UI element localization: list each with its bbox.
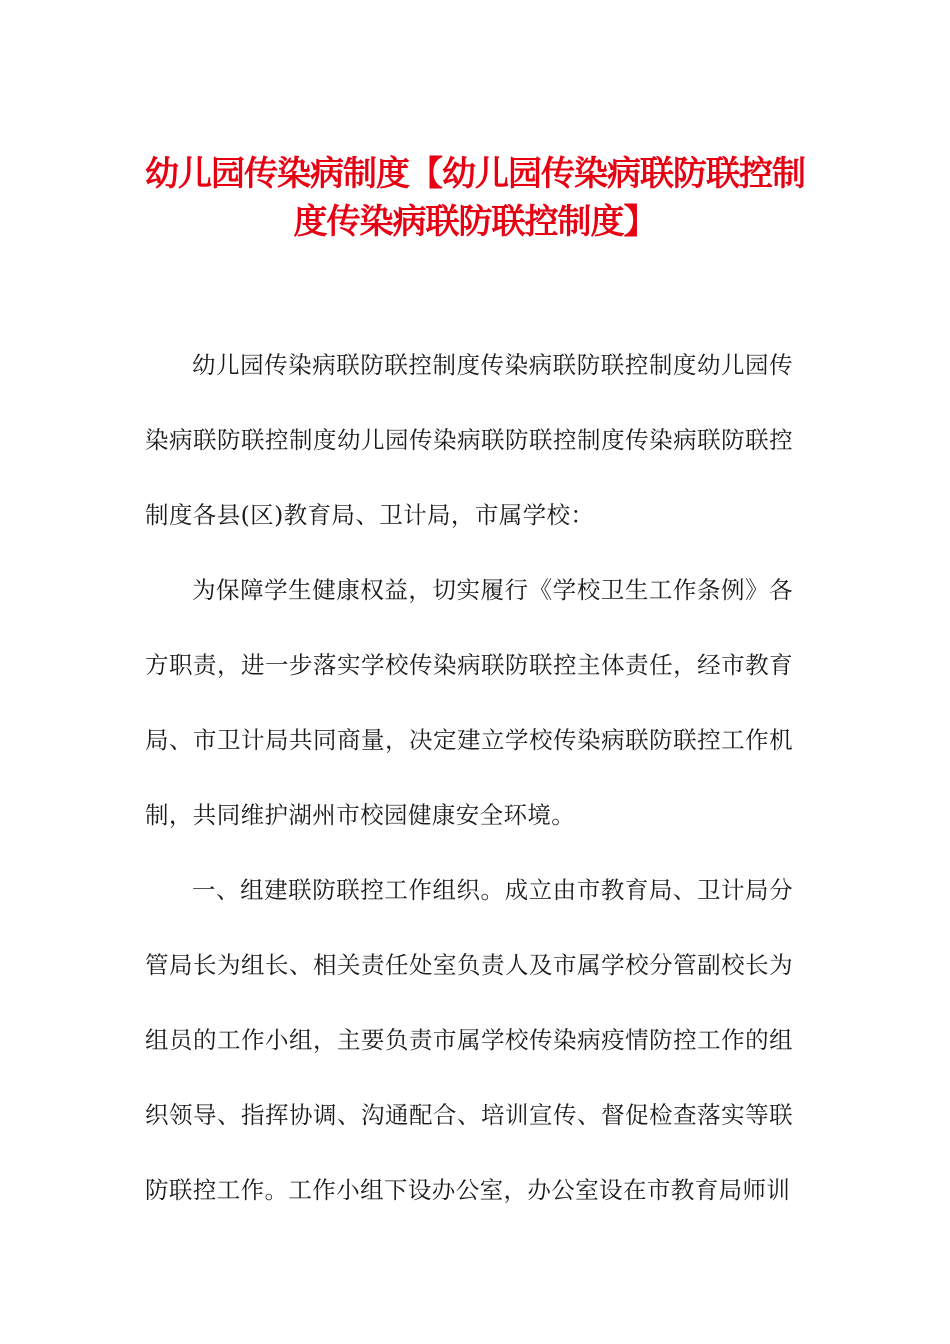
document-title: 幼儿园传染病制度【幼儿园传染病联防联控制度传染病联防联控制度】 bbox=[145, 154, 805, 242]
paragraph-purpose: 为保障学生健康权益，切实履行《学校卫生工作条例》各方职责，进一步落实学校传染病联防联控主体责任，经市教育局、市卫计局共同商量，决定建立学校传染病联防联控工作机制，共同维护湖州市校园健康安全环境。 bbox=[145, 576, 793, 829]
paragraph-organization: 一、组建联防联控工作组织。成立由市教育局、卫计局分管局长为组长、相关责任处室负责人及市属学校分管副校长为组员的工作小组，主要负责市属学校传染病疫情防控工作的组织领导、指挥协调、沟通配合、培训宣传、督促检查落实等联防联控工作。工作小组下设办公室，办公室设在市教育局师训 bbox=[145, 876, 793, 1204]
paragraph-addressees: 幼儿园传染病联防联控制度传染病联防联控制度幼儿园传染病联防联控制度幼儿园传染病联防联控制度传染病联防联控制度各县(区)教育局、卫计局，市属学校： bbox=[145, 351, 793, 529]
document-body bbox=[145, 328, 793, 1228]
